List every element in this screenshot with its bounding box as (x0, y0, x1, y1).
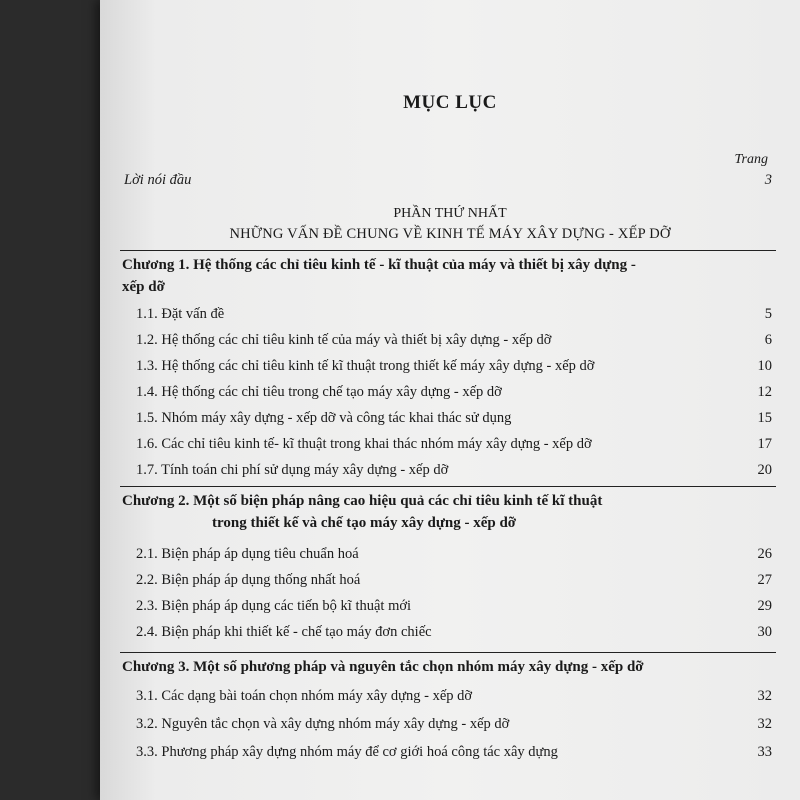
toc-page: 20 (757, 462, 772, 478)
toc-label: 1.6. Các chỉ tiêu kinh tế- kĩ thuật trong khai thác nhóm máy xây dựng - xếp dỡ (136, 436, 592, 452)
toc-page: 6 (764, 332, 772, 348)
chapter-line: Chương 3. Một số phương pháp và nguyên tắc chọn nhóm máy xây dựng - xếp dỡ (122, 659, 644, 675)
divider (120, 486, 776, 487)
toc-page: 33 (757, 744, 772, 760)
toc-row (136, 688, 772, 705)
toc-page: 30 (757, 624, 772, 640)
toc-row (136, 384, 772, 401)
part-title: NHỮNG VẤN ĐỀ CHUNG VỀ KINH TẾ MÁY XÂY DỰNG - XẾP DỠ (229, 226, 671, 242)
toc-label: 2.1. Biện pháp áp dụng tiêu chuẩn hoá (136, 546, 359, 562)
toc-label: 1.5. Nhóm máy xây dựng - xếp dỡ và công tác khai thác sử dụng (136, 410, 512, 426)
toc-row (136, 332, 772, 349)
toc-row (136, 410, 772, 427)
chapter-line: trong thiết kế và chế tạo máy xây dựng - xếp dỡ (212, 515, 517, 531)
toc-label: 2.2. Biện pháp áp dụng thống nhất hoá (136, 572, 361, 588)
page-title: MỤC LỤC (403, 92, 497, 113)
divider (120, 250, 776, 251)
toc-label: 2.3. Biện pháp áp dụng các tiến bộ kĩ thuật mới (136, 598, 412, 614)
toc-label: 3.2. Nguyên tắc chọn và xây dựng nhóm máy xây dựng - xếp dỡ (136, 716, 510, 732)
page-column-label: Trang (734, 152, 768, 167)
toc-page: 12 (757, 384, 772, 400)
toc-label: 3.1. Các dạng bài toán chọn nhóm máy xây dựng - xếp dỡ (136, 688, 473, 704)
toc-row (136, 716, 772, 733)
toc-page: 15 (757, 410, 772, 426)
toc-row (136, 462, 772, 479)
toc-page: 3 (764, 172, 772, 188)
toc-row-intro (124, 172, 772, 189)
toc-label: Lời nói đầu (124, 172, 192, 188)
toc-label: 1.4. Hệ thống các chỉ tiêu trong chế tạo máy xây dựng - xếp dỡ (136, 384, 502, 400)
toc-page: 32 (757, 688, 772, 704)
toc-page: 32 (757, 716, 772, 732)
toc-row (136, 546, 772, 563)
toc-page: 17 (757, 436, 772, 452)
toc-label: 1.2. Hệ thống các chỉ tiêu kinh tế của máy và thiết bị xây dựng - xếp dỡ (136, 332, 552, 348)
chapter-heading-3 (122, 656, 770, 678)
toc-page: 10 (757, 358, 772, 374)
chapter-line: Chương 2. Một số biện pháp nâng cao hiệu quả các chỉ tiêu kinh tế kĩ thuật (122, 493, 603, 509)
toc-row (136, 306, 772, 323)
book-page (100, 0, 800, 800)
toc-row (136, 744, 772, 761)
part-label: PHẦN THỨ NHẤT (393, 206, 507, 221)
toc-row (136, 598, 772, 615)
toc-page: 26 (757, 546, 772, 562)
toc-row (136, 358, 772, 375)
toc-label: 1.1. Đặt vấn đề (136, 306, 225, 322)
toc-label: 3.3. Phương pháp xây dựng nhóm máy để cơ giới hoá công tác xây dựng (136, 744, 558, 760)
toc-label: 1.3. Hệ thống các chỉ tiêu kinh tế kĩ thuật trong thiết kế máy xây dựng - xếp dỡ (136, 358, 595, 374)
chapter-heading-1 (122, 254, 770, 298)
toc-page: 27 (757, 572, 772, 588)
chapter-heading-2 (122, 490, 770, 534)
toc-label: 1.7. Tính toán chi phí sử dụng máy xây dựng - xếp dỡ (136, 462, 449, 478)
toc-page: 5 (764, 306, 772, 322)
toc-label: 2.4. Biện pháp khi thiết kế - chế tạo máy đơn chiếc (136, 624, 432, 640)
toc-row (136, 572, 772, 589)
chapter-line: Chương 1. Hệ thống các chỉ tiêu kinh tế - kĩ thuật của máy và thiết bị xây dựng - (122, 257, 636, 273)
toc-row (136, 624, 772, 641)
toc-row (136, 436, 772, 453)
toc-page: 29 (757, 598, 772, 614)
divider (120, 652, 776, 653)
chapter-line: xếp dỡ (122, 279, 165, 295)
